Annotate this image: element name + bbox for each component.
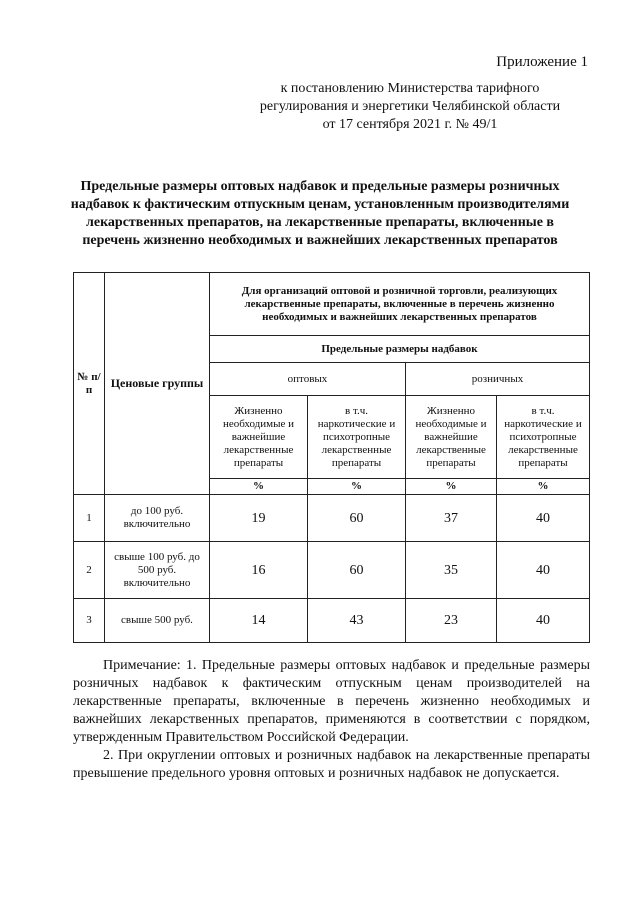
document-title: Предельные размеры оптовых надбавок и предельные размеры розничных надбавок к фактическим отпускным ценам, установленным производителями лекарственных препаратов, на лекарственные препараты, включенные в перечень жизненно необходимых и важнейших лекарственных препаратов xyxy=(70,179,570,248)
row-no: 1 xyxy=(74,495,105,542)
subheader: в т.ч. наркотические и психотропные лекарственные препараты xyxy=(308,396,406,479)
row-group: до 100 руб. включительно xyxy=(105,495,210,542)
table-row xyxy=(74,495,590,542)
cell-value: 16 xyxy=(210,542,308,599)
unit: % xyxy=(497,479,590,495)
subheader: Жизненно необходимые и важнейшие лекарственные препараты xyxy=(210,396,308,479)
cell-value: 40 xyxy=(497,495,590,542)
cell-value: 23 xyxy=(406,599,497,643)
unit: % xyxy=(308,479,406,495)
header-retail: розничных xyxy=(406,363,590,396)
row-no: 2 xyxy=(74,542,105,599)
markup-table xyxy=(73,272,590,643)
reference-line: от 17 сентября 2021 г. № 49/1 xyxy=(322,117,498,132)
cell-value: 40 xyxy=(497,542,590,599)
note-2: 2. При округлении оптовых и розничных надбавок на лекарственные препараты превышение предельного уровня оптовых и розничных надбавок не допускается. xyxy=(73,748,590,781)
header-price-groups: Ценовые группы xyxy=(105,273,210,495)
reference-line: регулирования и энергетики Челябинской области xyxy=(259,99,561,114)
cell-value: 43 xyxy=(308,599,406,643)
reference-line: к постановлению Министерства тарифного xyxy=(280,81,540,96)
note-1: Примечание: 1. Предельные размеры оптовых надбавок и предельные размеры розничных надбавок к фактическим отпускным ценам производителей на лекарственные препараты, включенные в перечень жизненно необходимых и важнейших лекарственных препаратов, применяются в соответствии с порядком, утвержденным Правительством Российской Федерации. xyxy=(73,658,590,745)
subheader: Жизненно необходимые и важнейшие лекарственные препараты xyxy=(406,396,497,479)
cell-value: 60 xyxy=(308,542,406,599)
cell-value: 19 xyxy=(210,495,308,542)
table-row xyxy=(74,542,590,599)
cell-value: 37 xyxy=(406,495,497,542)
row-no: 3 xyxy=(74,599,105,643)
cell-value: 60 xyxy=(308,495,406,542)
resolution-reference xyxy=(230,80,590,134)
subheader: в т.ч. наркотические и психотропные лекарственные препараты xyxy=(497,396,590,479)
header-limits: Предельные размеры надбавок xyxy=(210,336,590,363)
row-group: свыше 500 руб. xyxy=(105,599,210,643)
unit: % xyxy=(406,479,497,495)
unit: % xyxy=(210,479,308,495)
cell-value: 40 xyxy=(497,599,590,643)
row-group: свыше 100 руб. до 500 руб. включительно xyxy=(105,542,210,599)
header-organizations: Для организаций оптовой и розничной торговли, реализующих лекарственные препараты, включенные в перечень жизненно необходимых и важнейших лекарственных препаратов xyxy=(210,273,590,336)
cell-value: 35 xyxy=(406,542,497,599)
table-row xyxy=(74,599,590,643)
cell-value: 14 xyxy=(210,599,308,643)
appendix-label: Приложение 1 xyxy=(496,54,588,70)
header-wholesale: оптовых xyxy=(210,363,406,396)
header-no: № п/п xyxy=(74,273,105,495)
